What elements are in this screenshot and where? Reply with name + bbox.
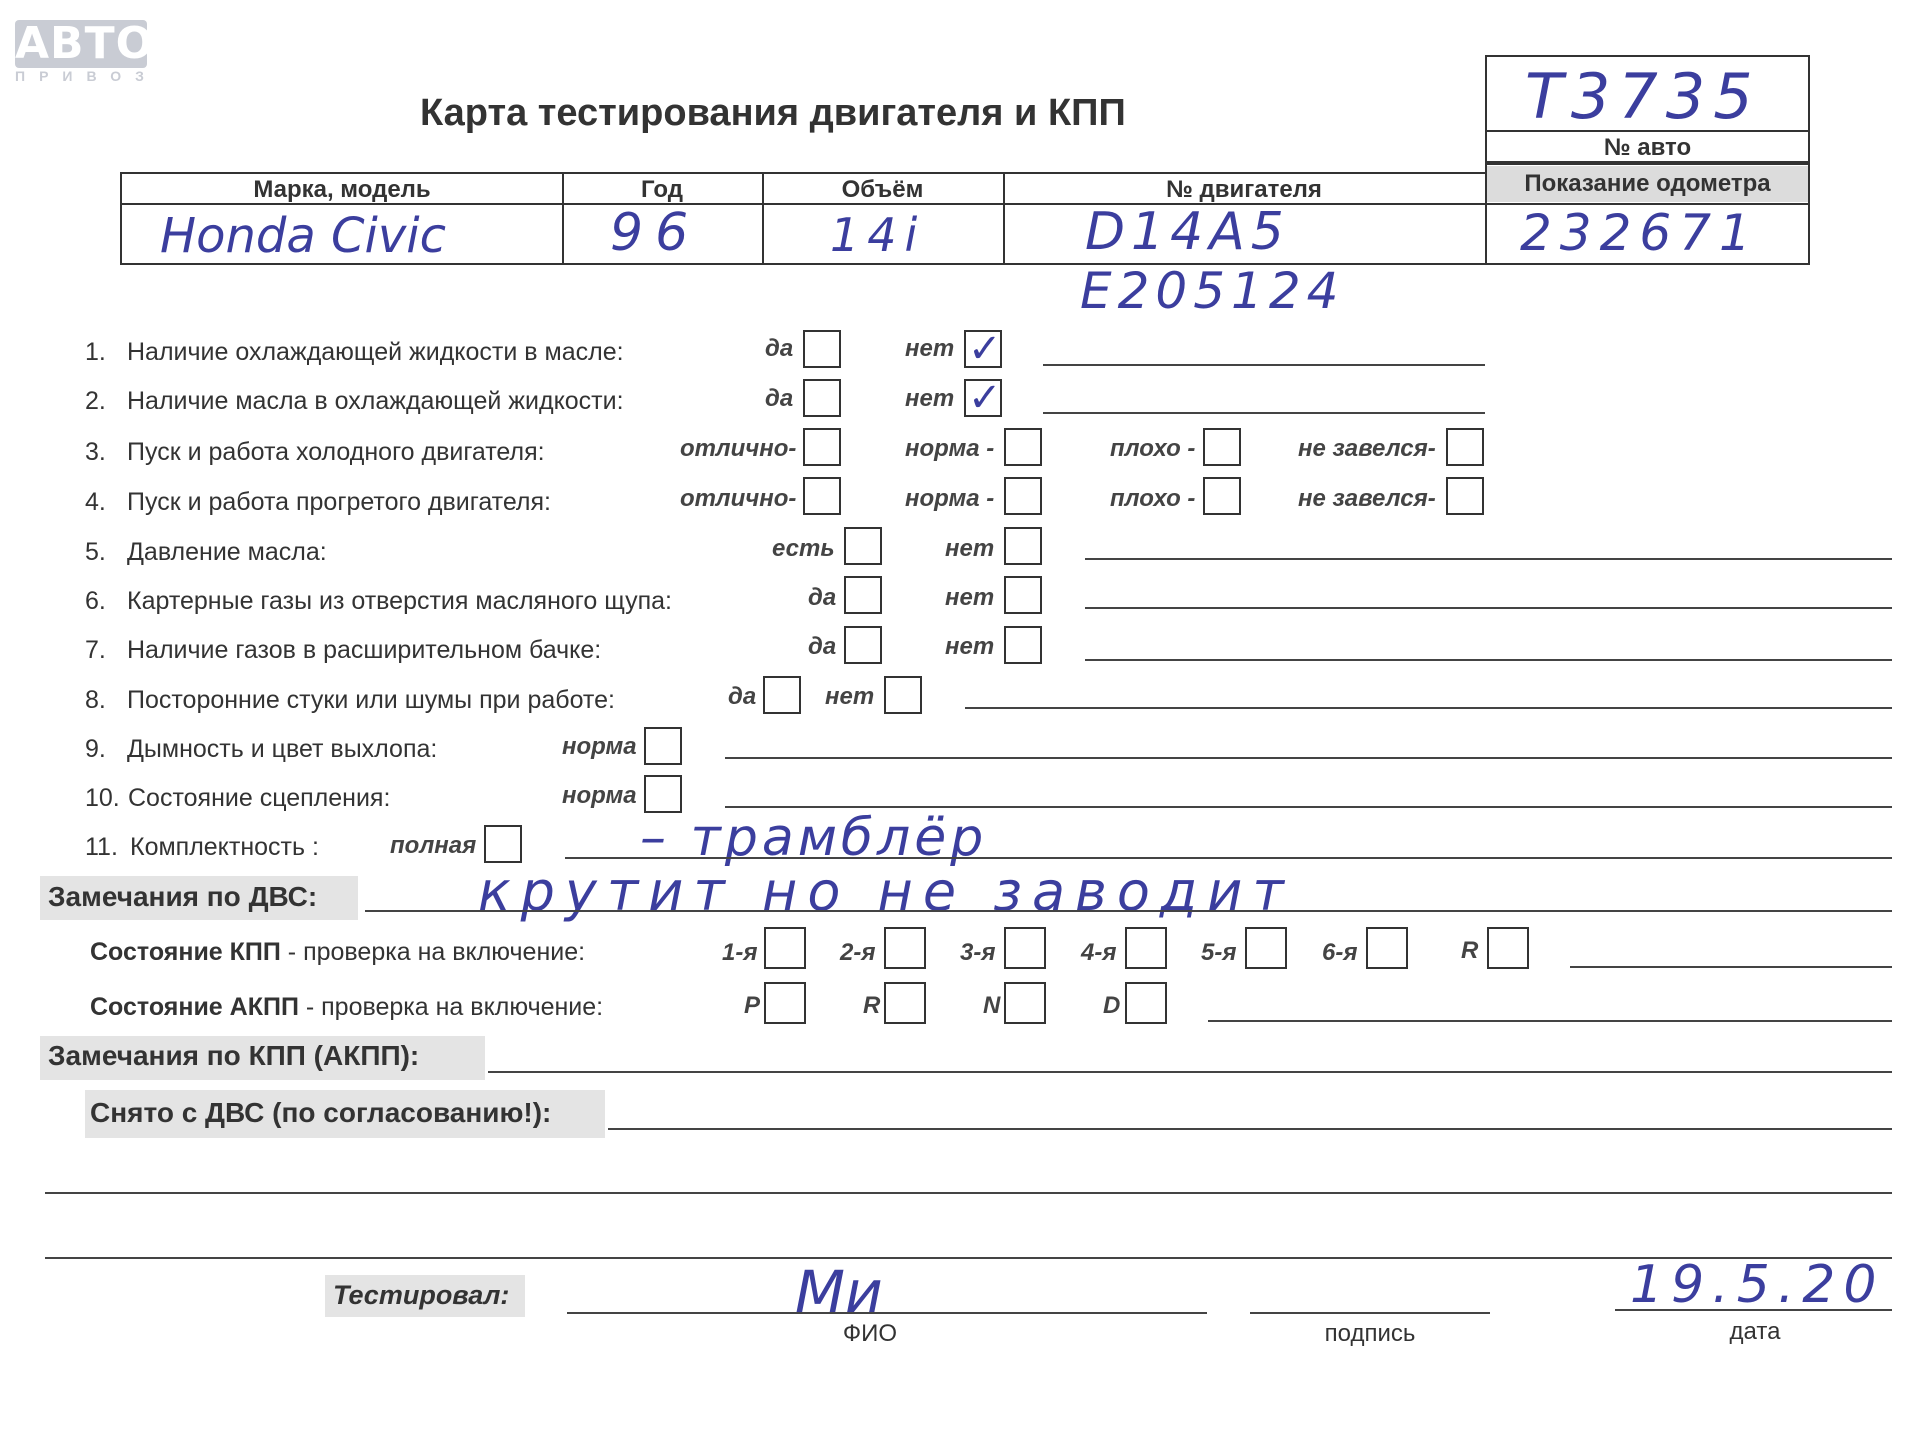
- item-4-opt-no-start: не завелся-: [1298, 485, 1436, 512]
- item-11-note: – трамблёр: [640, 808, 988, 868]
- item-4-opt-bad: плохо -: [1110, 485, 1196, 512]
- removed-line: [608, 1128, 1892, 1130]
- kpp-remarks-label: Замечания по КПП (АКПП):: [48, 1040, 420, 1071]
- item-8-note-line: [965, 707, 1892, 709]
- watermark-logo: АВТО: [15, 18, 155, 69]
- item-3-opt-normal: норма -: [905, 435, 995, 462]
- akpp-line: [1208, 1020, 1892, 1022]
- item-4-normal-checkbox[interactable]: [1004, 477, 1042, 515]
- item-3-number: 3.: [85, 438, 106, 466]
- item-7-opt-yes: да: [808, 633, 837, 660]
- dvs-remarks-value: крутит но не заводит: [478, 860, 1294, 923]
- volume-value: 14i: [830, 208, 926, 262]
- item-2-number: 2.: [85, 387, 106, 415]
- brand-model-label: Марка, модель: [253, 176, 431, 203]
- engine-serial-value: E205124: [1080, 262, 1345, 320]
- dvs-remarks-line: [365, 910, 1892, 912]
- kpp-gear-5-checkbox[interactable]: [1245, 927, 1287, 969]
- item-3-opt-no-start: не завелся-: [1298, 435, 1436, 462]
- item-6-yes-checkbox[interactable]: [844, 576, 882, 614]
- extra-line-1: [45, 1192, 1892, 1194]
- item-6-label: Картерные газы из отверстия масляного щупа:: [127, 587, 672, 615]
- kpp-label: [90, 938, 585, 967]
- item-2-opt-no: нет: [905, 385, 955, 412]
- item-1-opt-yes: да: [765, 335, 794, 362]
- item-4-bad-checkbox[interactable]: [1203, 477, 1241, 515]
- item-5-opt-no: нет: [945, 535, 995, 562]
- date-value: 19.5.20: [1630, 1255, 1885, 1315]
- kpp-gear-1-label: 1-я: [722, 939, 758, 966]
- year-value: 96: [610, 203, 701, 263]
- auto-no-label: № авто: [1603, 134, 1692, 161]
- odometer-value: 232671: [1520, 204, 1759, 262]
- year-label: Год: [641, 176, 683, 203]
- item-11-note-line: [565, 857, 1892, 859]
- item-7-note-line: [1085, 659, 1892, 661]
- tested-label: Тестировал:: [333, 1280, 510, 1310]
- extra-line-2: [45, 1257, 1892, 1259]
- item-10-opt-normal: норма: [562, 782, 637, 809]
- kpp-gear-r-label: R: [1461, 937, 1479, 964]
- item-8-label: Посторонние стуки или шумы при работе:: [127, 686, 615, 714]
- kpp-gear-4-checkbox[interactable]: [1125, 927, 1167, 969]
- item-4-opt-excellent: отлично-: [680, 485, 797, 512]
- item-3-excellent-checkbox[interactable]: [803, 428, 841, 466]
- signature-label: подпись: [1324, 1320, 1416, 1347]
- item-2-note-line: [1043, 412, 1485, 414]
- kpp-gear-6-label: 6-я: [1322, 939, 1358, 966]
- engine-no-label: № двигателя: [1166, 176, 1322, 203]
- removed-label: Снято с ДВС (по согласованию!):: [90, 1097, 552, 1128]
- item-10-number: 10.: [85, 784, 120, 812]
- akpp-mode-p-checkbox[interactable]: [764, 982, 806, 1024]
- akpp-mode-d-checkbox[interactable]: [1125, 982, 1167, 1024]
- kpp-gear-1-checkbox[interactable]: [764, 927, 806, 969]
- akpp-label-bold: Состояние АКПП: [90, 993, 299, 1021]
- item-4-number: 4.: [85, 488, 106, 516]
- kpp-gear-2-label: 2-я: [840, 939, 876, 966]
- signature-line: [1250, 1312, 1490, 1314]
- item-8-opt-yes: да: [728, 683, 757, 710]
- item-6-note-line: [1085, 607, 1892, 609]
- item-7-yes-checkbox[interactable]: [844, 626, 882, 664]
- item-9-label: Дымность и цвет выхлопа:: [127, 735, 438, 763]
- item-3-opt-bad: плохо -: [1110, 435, 1196, 462]
- item-4-no-start-checkbox[interactable]: [1446, 477, 1484, 515]
- item-8-no-checkbox[interactable]: [884, 676, 922, 714]
- kpp-gear-3-label: 3-я: [960, 939, 996, 966]
- akpp-mode-r-label: R: [863, 992, 881, 1019]
- item-3-opt-excellent: отлично-: [680, 435, 797, 462]
- item-9-number: 9.: [85, 735, 106, 763]
- kpp-gear-5-label: 5-я: [1201, 939, 1237, 966]
- item-5-no-checkbox[interactable]: [1004, 527, 1042, 565]
- item-2-yes-checkbox[interactable]: [803, 379, 841, 417]
- item-3-bad-checkbox[interactable]: [1203, 428, 1241, 466]
- fio-value: Ми: [795, 1258, 883, 1326]
- item-5-number: 5.: [85, 538, 106, 566]
- volume-label: Объём: [841, 176, 924, 203]
- date-label: дата: [1729, 1318, 1781, 1345]
- item-7-opt-no: нет: [945, 633, 995, 660]
- akpp-mode-d-label: D: [1103, 992, 1121, 1019]
- item-11-opt-full: полная: [390, 832, 477, 859]
- item-7-number: 7.: [85, 636, 106, 664]
- item-2-label: Наличие масла в охлаждающей жидкости:: [127, 387, 624, 415]
- item-6-opt-yes: да: [808, 584, 837, 611]
- item-2-no-mark: ✓: [968, 375, 1002, 421]
- akpp-label-rest: - проверка на включение:: [298, 993, 604, 1021]
- fio-line: [567, 1312, 1207, 1314]
- item-3-label: Пуск и работа холодного двигателя:: [127, 438, 545, 466]
- item-1-label: Наличие охлаждающей жидкости в масле:: [127, 338, 624, 366]
- auto-no-value: T3735: [1525, 60, 1761, 133]
- brand-model-value: Honda Civic: [160, 208, 447, 264]
- kpp-gear-r-checkbox[interactable]: [1487, 927, 1529, 969]
- dvs-remarks-label: Замечания по ДВС:: [48, 881, 318, 912]
- item-11-label: Комплектность :: [130, 833, 319, 861]
- kpp-gear-3-checkbox[interactable]: [1004, 927, 1046, 969]
- engine-no-value: D14A5: [1085, 202, 1290, 262]
- item-3-no-start-checkbox[interactable]: [1446, 428, 1484, 466]
- akpp-mode-p-label: P: [744, 992, 761, 1019]
- watermark-sub: ПРИВОЗ: [15, 68, 158, 84]
- kpp-gear-6-checkbox[interactable]: [1366, 927, 1408, 969]
- kpp-label-rest: - проверка на включение:: [280, 938, 586, 966]
- kpp-line: [1570, 966, 1892, 968]
- item-11-full-checkbox[interactable]: [484, 825, 522, 863]
- item-8-number: 8.: [85, 686, 106, 714]
- item-7-no-checkbox[interactable]: [1004, 626, 1042, 664]
- akpp-mode-n-label: N: [983, 992, 1001, 1019]
- item-4-opt-normal: норма -: [905, 485, 995, 512]
- item-9-opt-normal: норма: [562, 733, 637, 760]
- odometer-label: Показание одометра: [1524, 170, 1771, 197]
- item-7-label: Наличие газов в расширительном бачке:: [127, 636, 602, 664]
- akpp-mode-r-checkbox[interactable]: [884, 982, 926, 1024]
- item-1-yes-checkbox[interactable]: [803, 330, 841, 368]
- item-10-label: Состояние сцепления:: [128, 784, 391, 812]
- item-6-no-checkbox[interactable]: [1004, 576, 1042, 614]
- kpp-gear-4-label: 4-я: [1081, 939, 1117, 966]
- item-8-opt-no: нет: [825, 683, 875, 710]
- item-2-opt-yes: да: [765, 385, 794, 412]
- item-8-yes-checkbox[interactable]: [763, 676, 801, 714]
- kpp-label-bold: Состояние КПП: [90, 938, 281, 966]
- item-4-label: Пуск и работа прогретого двигателя:: [127, 488, 551, 516]
- kpp-gear-2-checkbox[interactable]: [884, 927, 926, 969]
- item-11-number: 11.: [85, 833, 118, 861]
- item-6-number: 6.: [85, 587, 106, 615]
- item-1-note-line: [1043, 364, 1485, 366]
- item-9-note-line: [725, 757, 1892, 759]
- page-title: Карта тестирования двигателя и КПП: [420, 92, 1126, 134]
- item-9-normal-checkbox[interactable]: [644, 727, 682, 765]
- item-1-no-mark: ✓: [968, 326, 1002, 372]
- item-5-label: Давление масла:: [127, 538, 327, 566]
- item-3-normal-checkbox[interactable]: [1004, 428, 1042, 466]
- item-5-note-line: [1085, 558, 1892, 560]
- item-1-number: 1.: [85, 338, 106, 366]
- item-1-opt-no: нет: [905, 335, 955, 362]
- date-line: [1615, 1309, 1892, 1311]
- item-5-yes-checkbox[interactable]: [844, 527, 882, 565]
- akpp-label: [90, 993, 603, 1022]
- item-5-opt-yes: есть: [772, 535, 835, 562]
- item-4-excellent-checkbox[interactable]: [803, 477, 841, 515]
- fio-label: ФИО: [842, 1320, 898, 1347]
- item-6-opt-no: нет: [945, 584, 995, 611]
- kpp-remarks-line: [488, 1071, 1892, 1073]
- akpp-mode-n-checkbox[interactable]: [1004, 982, 1046, 1024]
